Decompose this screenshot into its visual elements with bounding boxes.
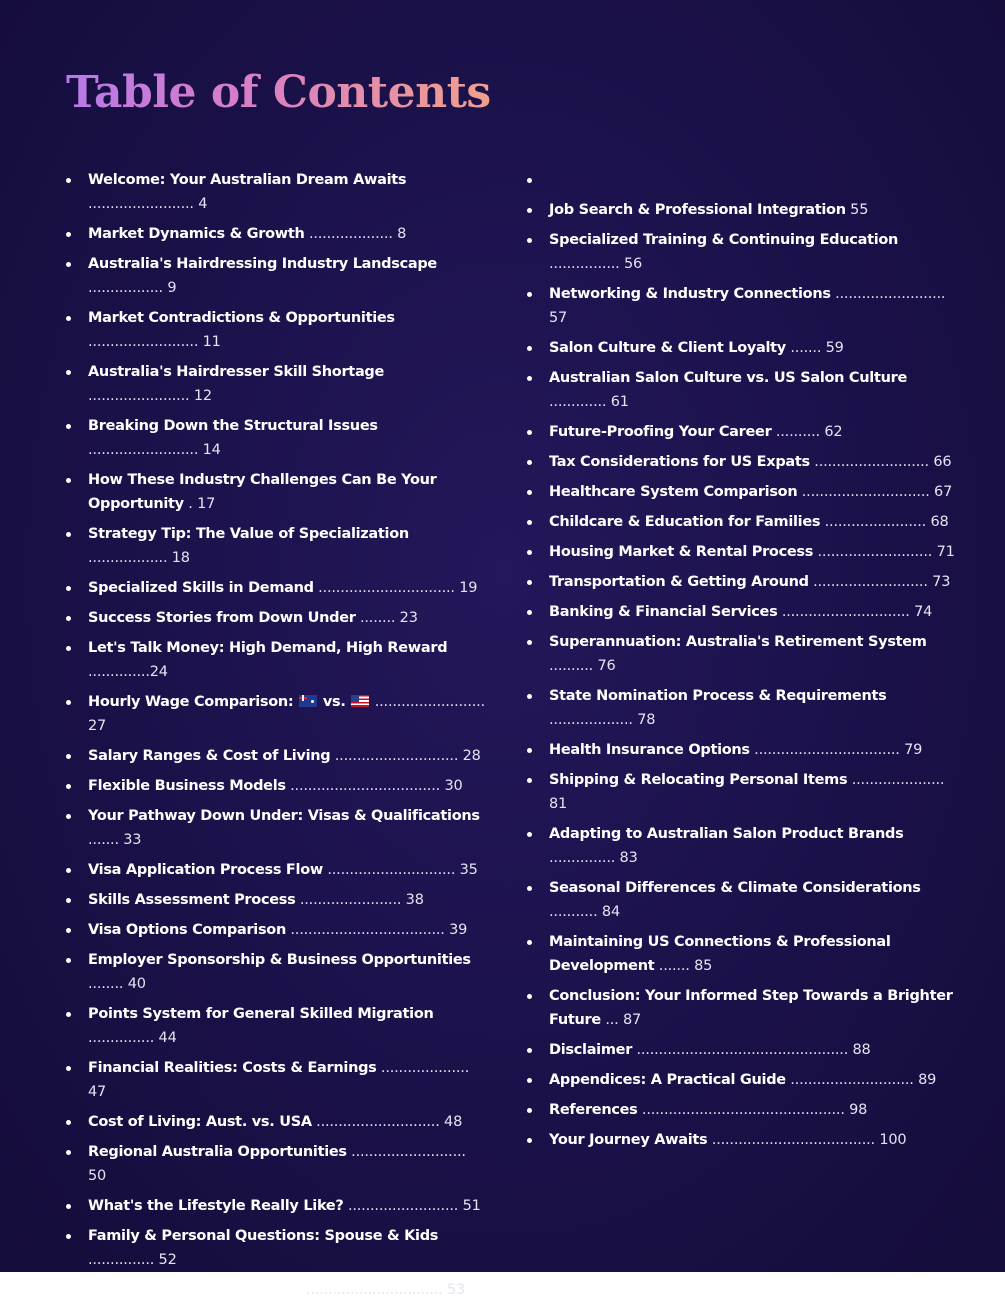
page-number: 23 xyxy=(399,610,418,626)
entry-title: Appendices: A Practical Guide xyxy=(549,1072,786,1088)
toc-entry[interactable] xyxy=(527,1098,957,1122)
toc-entry[interactable] xyxy=(66,804,486,852)
dot-leader: ............................. xyxy=(777,604,915,620)
toc-entry[interactable] xyxy=(66,360,486,408)
bullet-icon xyxy=(527,550,532,555)
toc-entry[interactable] xyxy=(527,510,957,534)
dot-leader: ............... xyxy=(88,1252,159,1268)
page-number: 4 xyxy=(198,196,208,212)
page-number: 88 xyxy=(852,1042,871,1058)
toc-entry[interactable] xyxy=(66,1110,486,1134)
page-number: 57 xyxy=(549,310,568,326)
bullet-icon xyxy=(66,1234,71,1239)
toc-entry[interactable] xyxy=(66,690,486,738)
dot-leader: ....... xyxy=(88,832,124,848)
entry-title: Tax Considerations for US Expats xyxy=(549,454,810,470)
entry-title: Australia's Hairdressing Industry Landscape xyxy=(88,256,437,272)
entry-title: Conclusion: Your Informed Step Towards a Brighter Future xyxy=(549,988,953,1028)
bullet-icon xyxy=(527,238,532,243)
entry-title: Job Search & Professional Integration xyxy=(549,202,846,218)
bullet-icon xyxy=(527,940,532,945)
entry-title: Let's Talk Money: High Demand, High Reward xyxy=(88,640,448,656)
toc-entry[interactable] xyxy=(66,522,486,570)
toc-entry[interactable] xyxy=(527,540,957,564)
toc-entry[interactable] xyxy=(527,930,957,978)
dot-leader: ............................ xyxy=(785,1072,919,1088)
dot-leader: .................. xyxy=(88,550,172,566)
usa-flag-icon xyxy=(351,695,369,707)
entry-title: Networking & Industry Connections xyxy=(549,286,831,302)
bullet-icon xyxy=(527,178,532,183)
toc-entry[interactable] xyxy=(527,480,957,504)
entry-title: How These Industry Challenges Can Be Your Opportunity xyxy=(88,472,437,512)
toc-entry[interactable] xyxy=(527,600,957,624)
page-number: 52 xyxy=(158,1252,177,1268)
dot-leader: ......................... xyxy=(343,1198,463,1214)
toc-entry[interactable] xyxy=(66,744,486,768)
entry-title: Disclaimer xyxy=(549,1042,633,1058)
entry-title: Regional Australia Opportunities xyxy=(88,1144,347,1160)
bullet-icon xyxy=(66,232,71,237)
entry-title: Shipping & Relocating Personal Items xyxy=(549,772,848,788)
dot-leader: ......................... xyxy=(830,286,946,302)
page-number: 35 xyxy=(459,862,478,878)
page-number: 98 xyxy=(849,1102,868,1118)
page-number: 8 xyxy=(397,226,407,242)
toc-entry[interactable] xyxy=(527,684,957,732)
bullet-icon xyxy=(66,754,71,759)
entry-title: Will I Lose My US Benefits? xyxy=(88,1282,302,1298)
entry-title: Visa Application Process Flow xyxy=(88,862,323,878)
page-number: 85 xyxy=(694,958,713,974)
toc-entry[interactable] xyxy=(66,414,486,462)
dot-leader: .............. xyxy=(88,664,150,680)
page-number: 62 xyxy=(824,424,843,440)
entry-title: Specialized Skills in Demand xyxy=(88,580,314,596)
dot-leader: ......................... xyxy=(370,694,485,710)
toc-entry[interactable] xyxy=(66,1002,486,1050)
toc-entry[interactable] xyxy=(527,822,957,870)
bullet-icon xyxy=(66,898,71,903)
toc-entry[interactable] xyxy=(66,888,486,912)
dot-leader: ................................................ xyxy=(632,1042,853,1058)
entry-title-part: vs. xyxy=(318,694,351,710)
dot-leader: .................................. xyxy=(285,778,445,794)
toc-right-column xyxy=(527,168,957,1158)
entry-title: Salon Culture & Client Loyalty xyxy=(549,340,786,356)
toc-entry[interactable] xyxy=(66,1194,486,1218)
entry-title: Housing Market & Rental Process xyxy=(549,544,814,560)
bullet-icon xyxy=(527,886,532,891)
bullet-icon xyxy=(66,958,71,963)
toc-entry[interactable] xyxy=(66,858,486,882)
entry-title: Specialized Training & Continuing Education xyxy=(549,232,899,248)
page-number: 74 xyxy=(914,604,933,620)
page-number: 78 xyxy=(637,712,656,728)
entry-title-part: Hourly Wage Comparison: xyxy=(88,694,299,710)
page-number: 55 xyxy=(850,202,869,218)
entry-title: Your Journey Awaits xyxy=(549,1132,708,1148)
bullet-icon xyxy=(66,586,71,591)
dot-leader: ..................................... xyxy=(707,1132,880,1148)
dot-leader: .............................................. xyxy=(637,1102,850,1118)
page-number: 24 xyxy=(149,664,168,680)
toc-entry[interactable] xyxy=(527,630,957,678)
entry-title: Australia's Hairdresser Skill Shortage xyxy=(88,364,385,380)
entry-title: Market Contradictions & Opportunities xyxy=(88,310,395,326)
dot-leader: ......................... xyxy=(88,442,203,458)
page-number: 48 xyxy=(444,1114,463,1130)
entry-title: Cost of Living: Aust. vs. USA xyxy=(88,1114,312,1130)
dot-leader: ............... xyxy=(549,850,620,866)
toc-entry[interactable] xyxy=(66,168,486,216)
dot-leader: ................................... xyxy=(285,922,450,938)
page-number: 89 xyxy=(918,1072,937,1088)
bullet-icon xyxy=(66,814,71,819)
bullet-icon xyxy=(527,376,532,381)
bullet-icon xyxy=(66,532,71,537)
page-number: 66 xyxy=(933,454,952,470)
entry-title: Australian Salon Culture vs. US Salon Culture xyxy=(549,370,907,386)
bullet-icon xyxy=(66,868,71,873)
page-number: 51 xyxy=(462,1198,481,1214)
toc-entry[interactable] xyxy=(527,1038,957,1062)
toc-entry[interactable] xyxy=(527,420,957,444)
entry-title: Flexible Business Models xyxy=(88,778,286,794)
bullet-icon xyxy=(66,646,71,651)
bullet-icon xyxy=(527,778,532,783)
dot-leader: ................... xyxy=(549,712,638,728)
page-number: 39 xyxy=(449,922,468,938)
bullet-icon xyxy=(66,784,71,789)
bullet-icon xyxy=(66,370,71,375)
page-number: 68 xyxy=(930,514,949,530)
bullet-icon xyxy=(527,292,532,297)
australia-flag-icon xyxy=(299,695,317,707)
page-number: 61 xyxy=(610,394,629,410)
entry-title: Seasonal Differences & Climate Considerations xyxy=(549,880,921,896)
dot-leader: .................... xyxy=(376,1060,470,1076)
bullet-icon xyxy=(527,748,532,753)
toc-entry[interactable] xyxy=(66,948,486,996)
dot-leader: ....................... xyxy=(820,514,931,530)
page-number: 44 xyxy=(158,1030,177,1046)
bullet-icon xyxy=(66,928,71,933)
page-number: 11 xyxy=(202,334,221,350)
dot-leader: ............................. xyxy=(797,484,935,500)
toc-entry[interactable] xyxy=(527,366,957,414)
dot-leader: ............................ xyxy=(330,748,463,764)
entry-title: Salary Ranges & Cost of Living xyxy=(88,748,331,764)
bullet-icon xyxy=(527,208,532,213)
bullet-icon xyxy=(66,178,71,183)
toc-entry[interactable] xyxy=(66,1278,486,1302)
dot-leader: ..................... xyxy=(847,772,945,788)
toc-entry[interactable] xyxy=(66,576,486,600)
bullet-icon xyxy=(527,520,532,525)
page-number: 73 xyxy=(932,574,951,590)
page-number: 81 xyxy=(549,796,568,812)
toc-entry[interactable] xyxy=(527,984,957,1032)
page-number: 18 xyxy=(171,550,190,566)
bullet-icon xyxy=(66,1150,71,1155)
entry-title: Financial Realities: Costs & Earnings xyxy=(88,1060,377,1076)
entry-title: Welcome: Your Australian Dream Awaits xyxy=(88,172,407,188)
entry-title: Maintaining US Connections & Professional Development xyxy=(549,934,891,974)
bullet-icon xyxy=(66,1066,71,1071)
page-number: 56 xyxy=(623,256,643,272)
page-number: 19 xyxy=(459,580,478,596)
toc-entry[interactable] xyxy=(66,774,486,798)
dot-leader: ................... xyxy=(304,226,398,242)
bullet-icon xyxy=(66,616,71,621)
bullet-icon xyxy=(66,1012,71,1017)
toc-entry[interactable] xyxy=(66,636,486,684)
toc-entry[interactable] xyxy=(66,918,486,942)
entry-title: References xyxy=(549,1102,638,1118)
dot-leader: .......................... xyxy=(809,454,934,470)
entry-title: Breaking Down the Structural Issues xyxy=(88,418,378,434)
entry-title: Future-Proofing Your Career xyxy=(549,424,772,440)
dot-leader: ......................... xyxy=(88,334,203,350)
page-number: 9 xyxy=(167,280,177,296)
page-number: 79 xyxy=(904,742,923,758)
toc-entry[interactable] xyxy=(527,1128,957,1152)
dot-leader: ....... xyxy=(785,340,826,356)
page-number: 28 xyxy=(462,748,481,764)
toc-entry[interactable] xyxy=(527,450,957,474)
bullet-icon xyxy=(527,1078,532,1083)
page-number: 71 xyxy=(936,544,955,560)
entry-title: Points System for General Skilled Migration xyxy=(88,1006,434,1022)
entry-title xyxy=(88,694,370,710)
toc-entry[interactable] xyxy=(527,570,957,594)
page-number: 14 xyxy=(202,442,221,458)
toc-entry[interactable] xyxy=(527,1068,957,1092)
dot-leader: ........................ xyxy=(88,196,199,212)
page-number: 87 xyxy=(623,1012,642,1028)
bullet-icon xyxy=(66,1288,71,1293)
page-number: 84 xyxy=(601,904,620,920)
toc-entry[interactable] xyxy=(66,306,486,354)
bullet-icon xyxy=(527,1048,532,1053)
page-number: 50 xyxy=(88,1168,107,1184)
toc-entry[interactable] xyxy=(66,1140,486,1188)
entry-title: Banking & Financial Services xyxy=(549,604,778,620)
entry-title: Health Insurance Options xyxy=(549,742,750,758)
dot-leader: .......................... xyxy=(813,544,937,560)
dot-leader: ................................. xyxy=(749,742,905,758)
bullet-icon xyxy=(527,832,532,837)
entry-title: Skills Assessment Process xyxy=(88,892,296,908)
dot-leader: .......................... xyxy=(346,1144,466,1160)
dot-leader: ............................... xyxy=(313,580,460,596)
dot-leader: ................ xyxy=(549,256,624,272)
entry-title: State Nomination Process & Requirements xyxy=(549,688,887,704)
page-number: 33 xyxy=(123,832,142,848)
page-number: 17 xyxy=(197,496,216,512)
bullet-icon xyxy=(66,700,71,705)
dot-leader: ........ xyxy=(88,976,128,992)
page-number: 100 xyxy=(879,1132,907,1148)
dot-leader: ........... xyxy=(549,904,602,920)
page-number: 47 xyxy=(88,1084,107,1100)
page-number: 67 xyxy=(934,484,953,500)
dot-leader: ............................. xyxy=(322,862,460,878)
dot-leader: ....... xyxy=(654,958,695,974)
bullet-icon xyxy=(66,478,71,483)
page-number: 38 xyxy=(405,892,424,908)
page-number: 12 xyxy=(193,388,212,404)
bullet-icon xyxy=(66,1204,71,1209)
dot-leader: ............... xyxy=(88,1030,159,1046)
entry-title: Visa Options Comparison xyxy=(88,922,286,938)
dot-leader: ............. xyxy=(549,394,611,410)
entry-title: Healthcare System Comparison xyxy=(549,484,798,500)
bullet-icon xyxy=(527,460,532,465)
toc-entry[interactable] xyxy=(66,468,486,516)
bullet-icon xyxy=(527,640,532,645)
entry-title: Success Stories from Down Under xyxy=(88,610,356,626)
toc-entry[interactable] xyxy=(66,606,486,630)
dot-leader: ....................... xyxy=(295,892,406,908)
bullet-icon xyxy=(527,1108,532,1113)
page-number: 30 xyxy=(444,778,463,794)
toc-entry[interactable] xyxy=(527,738,957,762)
dot-leader: ................. xyxy=(88,280,168,296)
dot-leader: ... xyxy=(600,1012,623,1028)
bullet-icon xyxy=(66,262,71,267)
toc-entry[interactable] xyxy=(66,1056,486,1104)
toc-entry[interactable] xyxy=(66,252,486,300)
page-title: Table of Contents xyxy=(66,62,491,124)
toc-entry[interactable] xyxy=(527,282,957,330)
toc-left-column xyxy=(66,168,486,1308)
toc-entry[interactable] xyxy=(527,336,957,360)
bullet-icon xyxy=(527,610,532,615)
entry-title: Adapting to Australian Salon Product Brands xyxy=(549,826,904,842)
page-number: 53 xyxy=(447,1282,466,1298)
entry-title: Transportation & Getting Around xyxy=(549,574,809,590)
entry-title: Strategy Tip: The Value of Specialization xyxy=(88,526,409,542)
bullet-icon xyxy=(527,346,532,351)
bullet-icon xyxy=(527,1138,532,1143)
dot-leader: . xyxy=(183,496,198,512)
toc-entry[interactable] xyxy=(527,768,957,816)
entry-title: Your Pathway Down Under: Visas & Qualifications xyxy=(88,808,480,824)
bullet-icon xyxy=(527,430,532,435)
bullet-icon xyxy=(527,580,532,585)
bullet-icon xyxy=(527,694,532,699)
page-number: 83 xyxy=(619,850,638,866)
toc-entry-empty xyxy=(527,168,957,192)
toc-entry[interactable] xyxy=(66,1224,486,1272)
bullet-icon xyxy=(527,490,532,495)
page-number: 40 xyxy=(127,976,146,992)
bullet-icon xyxy=(66,1120,71,1125)
dot-leader: ........ xyxy=(355,610,400,626)
dot-leader: .......... xyxy=(549,658,598,674)
dot-leader: ............................... xyxy=(301,1282,448,1298)
entry-title: Superannuation: Australia's Retirement System xyxy=(549,634,927,650)
dot-leader: ............................ xyxy=(311,1114,445,1130)
toc-entry[interactable] xyxy=(527,198,957,222)
dot-leader: .......... xyxy=(771,424,825,440)
dot-leader: ....................... xyxy=(88,388,194,404)
entry-title: Employer Sponsorship & Business Opportunities xyxy=(88,952,471,968)
page-number: 27 xyxy=(88,718,107,734)
bullet-icon xyxy=(66,424,71,429)
entry-title: Market Dynamics & Growth xyxy=(88,226,305,242)
dot-leader: .......................... xyxy=(808,574,933,590)
entry-title: Family & Personal Questions: Spouse & Kids xyxy=(88,1228,439,1244)
page-number: 59 xyxy=(825,340,844,356)
page-number: 76 xyxy=(597,658,616,674)
bullet-icon xyxy=(527,994,532,999)
bullet-icon xyxy=(66,316,71,321)
toc-entry[interactable] xyxy=(527,876,957,924)
toc-entry[interactable] xyxy=(527,228,957,276)
toc-entry[interactable] xyxy=(66,222,486,246)
entry-title: Childcare & Education for Families xyxy=(549,514,821,530)
entry-title: What's the Lifestyle Really Like? xyxy=(88,1198,344,1214)
